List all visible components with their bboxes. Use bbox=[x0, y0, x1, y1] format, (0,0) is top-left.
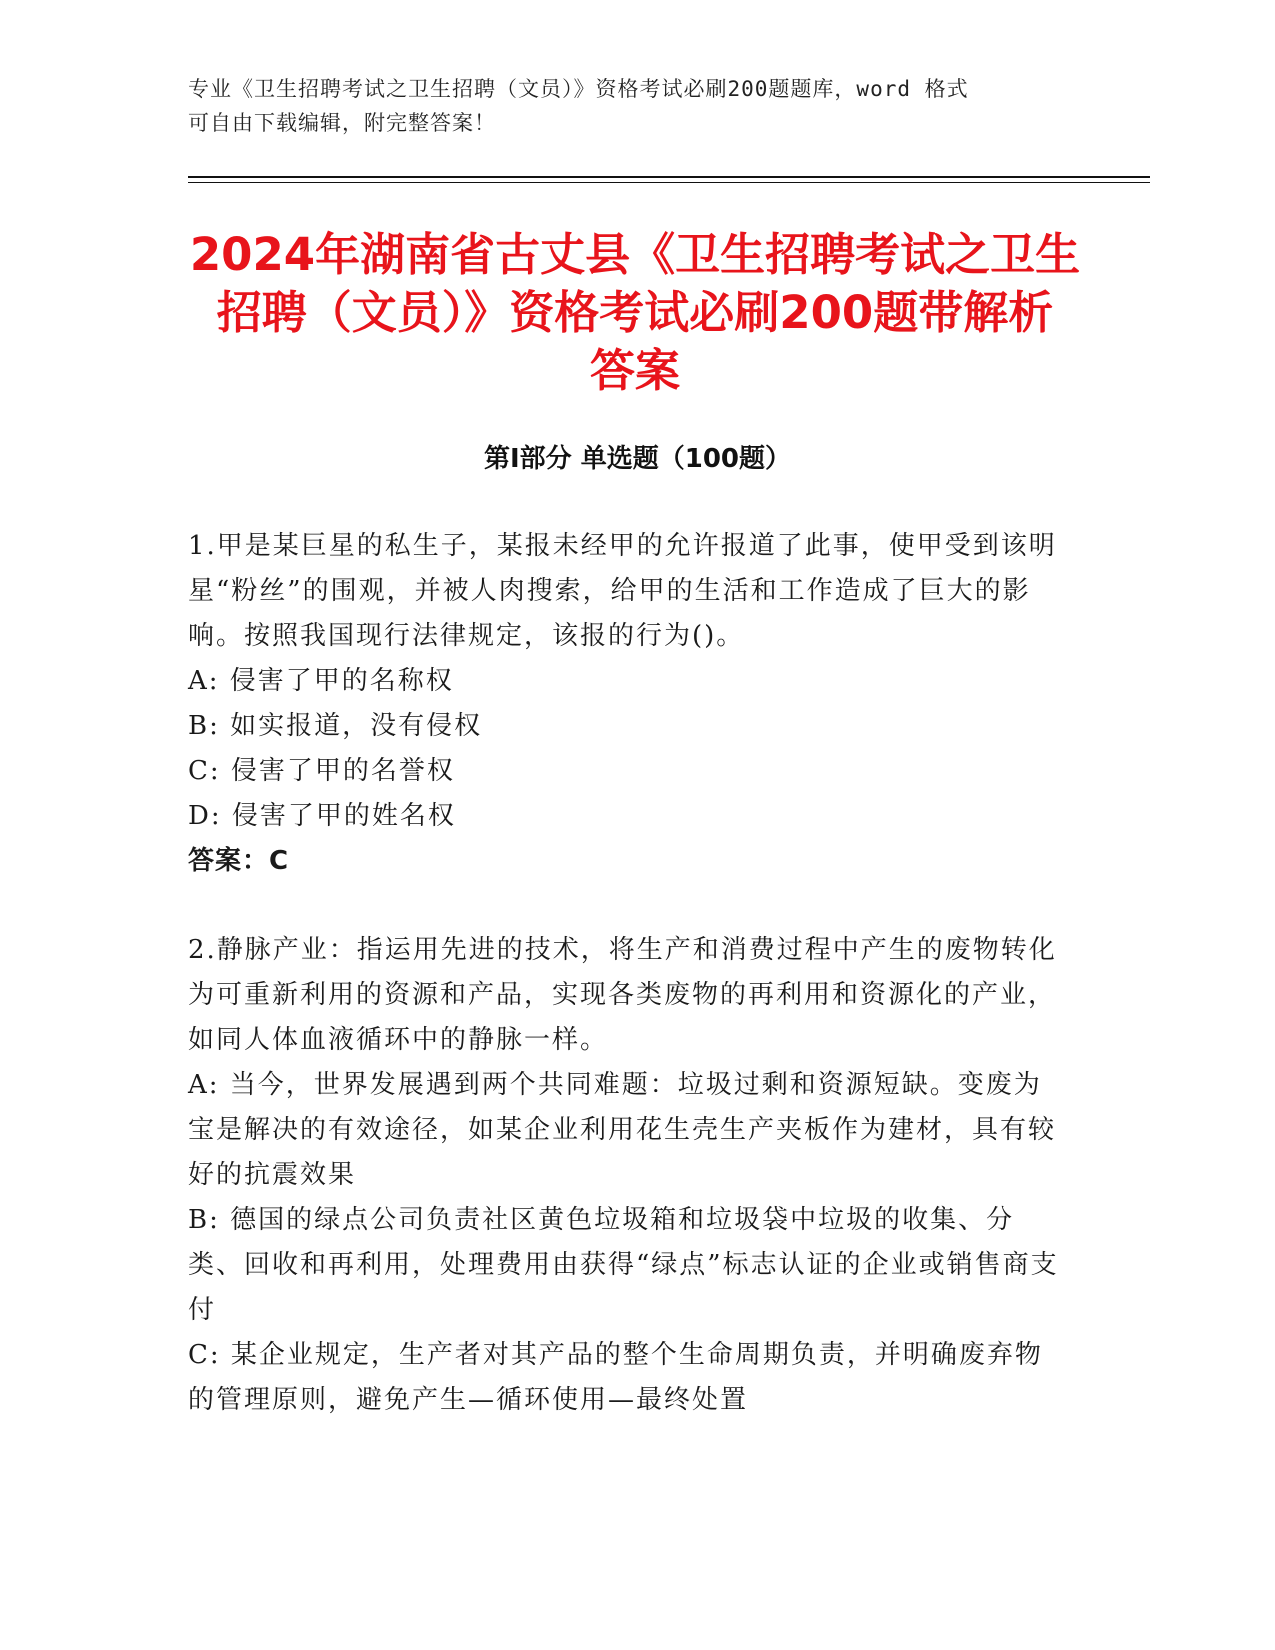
question-2 bbox=[188, 928, 1068, 1423]
document-title bbox=[150, 226, 1120, 400]
question-stem: 2.静脉产业：指运用先进的技术，将生产和消费过程中产生的废物转化为可重新利用的资源和产品，实现各类废物的再利用和资源化的产业，如同人体血液循环中的静脉一样。 bbox=[188, 935, 1057, 1055]
question-stem: 1.甲是某巨星的私生子，某报未经甲的允许报道了此事，使甲受到该明星“粉丝”的围观，并被人肉搜索，给甲的生活和工作造成了巨大的影响。按照我国现行法律规定，该报的行为()。 bbox=[188, 531, 1057, 651]
document-title-line-3: 答案 bbox=[589, 344, 680, 397]
option-a: A: 当今，世界发展遇到两个共同难题：垃圾过剩和资源短缺。变废为宝是解决的有效途径，如某企业利用花生壳生产夹板作为建材，具有较好的抗震效果 bbox=[188, 1070, 1057, 1190]
section-heading: 第Ⅰ部分 单选题（100题） bbox=[484, 444, 791, 474]
answer-line: 答案：C bbox=[188, 846, 290, 876]
question-list bbox=[188, 524, 1068, 1467]
header-divider-thin bbox=[188, 182, 1150, 183]
header-note-line-2: 可自由下载编辑，附完整答案！ bbox=[188, 111, 496, 135]
question-1 bbox=[188, 524, 1068, 884]
option-c: C: 侵害了甲的名誉权 bbox=[188, 756, 455, 786]
option-b: B: 德国的绿点公司负责社区黄色垃圾箱和垃圾袋中垃圾的收集、分类、回收和再利用，处理费用由获得“绿点”标志认证的企业或销售商支付 bbox=[188, 1205, 1059, 1325]
option-b: B: 如实报道，没有侵权 bbox=[188, 711, 483, 741]
header-divider-thick bbox=[188, 176, 1150, 178]
option-d: D: 侵害了甲的姓名权 bbox=[188, 801, 456, 831]
document-title-line-2: 招聘（文员）》资格考试必刷200题带解析 bbox=[216, 286, 1054, 339]
header-note-line-1: 专业《卫生招聘考试之卫生招聘（文员）》资格考试必刷200题题库，word 格式 bbox=[188, 77, 969, 101]
option-a: A: 侵害了甲的名称权 bbox=[188, 666, 454, 696]
document-title-line-1: 2024年湖南省古丈县《卫生招聘考试之卫生 bbox=[189, 228, 1081, 281]
header-note bbox=[188, 72, 1068, 140]
option-c: C: 某企业规定，生产者对其产品的整个生命周期负责，并明确废弃物的管理原则，避免产生—循环使用—最终处置 bbox=[188, 1340, 1043, 1415]
